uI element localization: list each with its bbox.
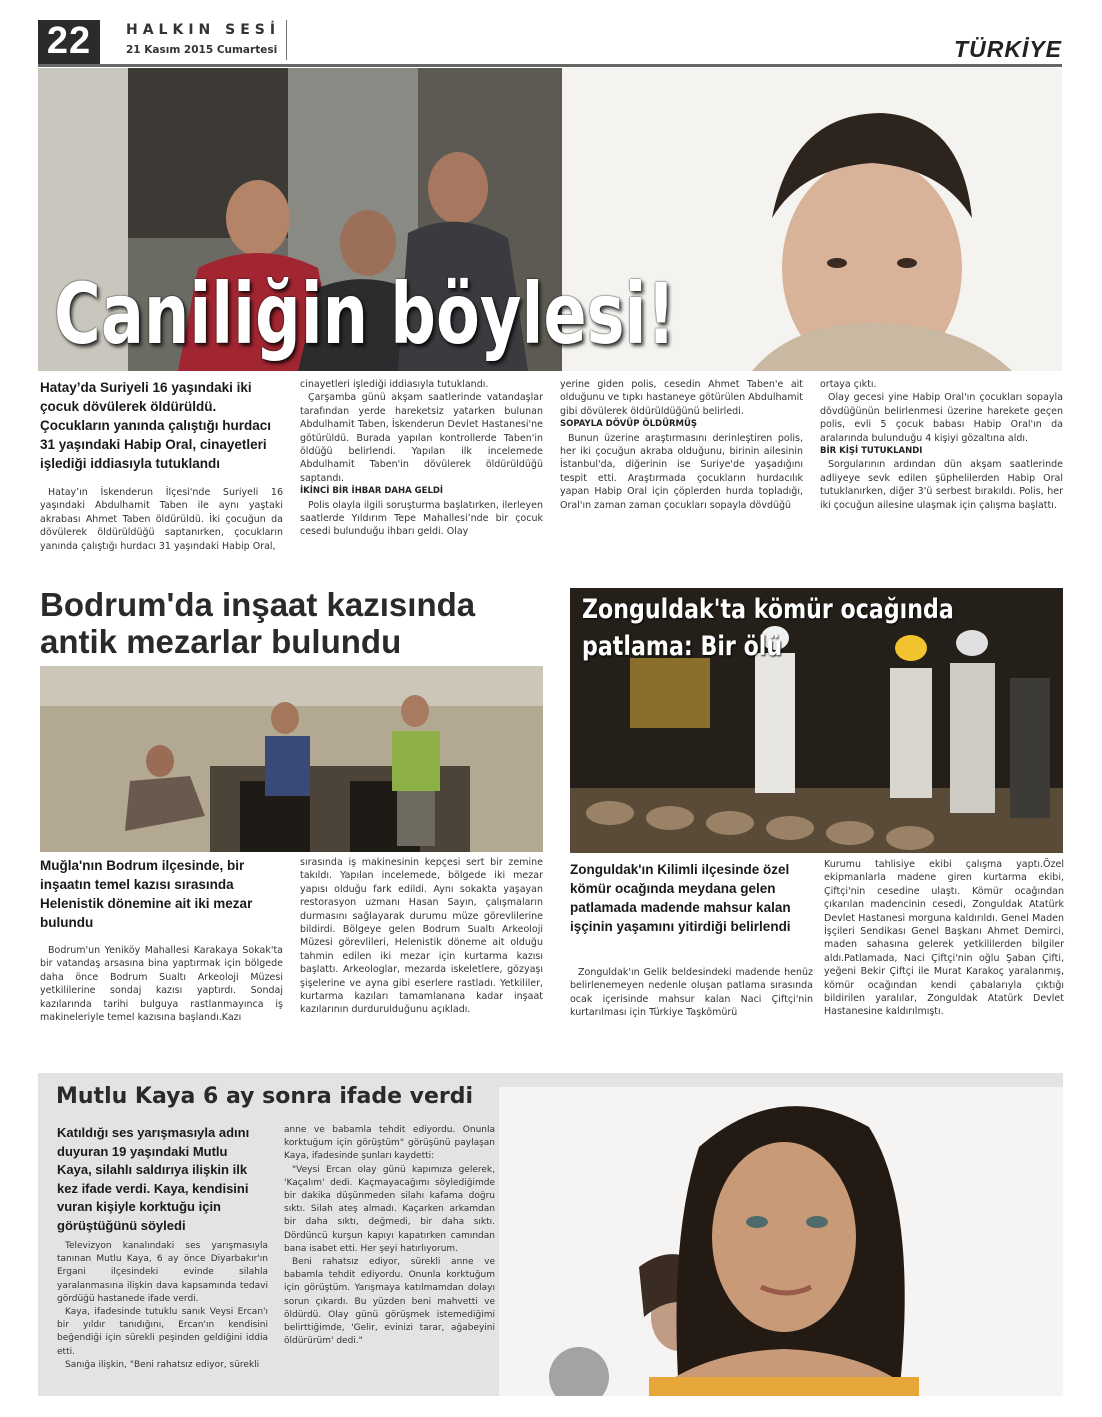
story1-headline: Caniliğin böylesi!	[54, 265, 676, 363]
paper-name: HALKIN SESİ	[126, 22, 281, 38]
header-rule	[38, 64, 1062, 67]
story3-col1: Zonguldak'ın Gelik beldesindeki madende henüz belirlenemeyen nedenle oluşan patlama sırasında ocak içerisinde mahsur kalan Naci Çiftçi'nin kurtarılması için Türkiye Taşkömürü	[570, 967, 813, 1019]
header-divider	[286, 20, 287, 60]
story3-col2: Kurumu tahlisiye ekibi çalışma yaptı.Özel ekipmanlarla madene giren kurtarma ekibi, Çiftçi'nin cesedine ulaştı. Kömür ocağından çıkarılan madencinin cesedi, Zonguldak Atatürk Devlet Hastanesi morguna kaldırıldı. Genel Maden İşçileri Sendikası Genel Başkanı Ahmet Demirci, maden sahasına gelerek yetkililerden bilgiler aldı.Patlamada, Naci Çiftçi'nin oğlu Şaban Çifti, yeğeni Bekir Çiftçi ile Murat Karakoç yaralanmış, kömür ocağından kendi çabalarıyla çıktığı bildirilen yaralılar, Zonguldak Atatürk Devlet Hastanesine kaldırılmıştı.	[824, 859, 1064, 1018]
story3-headline: Zonguldak'ta kömür ocağında patlama: Bir ölü	[582, 594, 954, 662]
story1-col3: yerine giden polis, cesedin Ahmet Taben'e ait olduğunu ve tıpkı hastaneye götürülen Abdulhamit gibi dövülerek öldürüldüğünü belirledi. SOPAYLA DÖVÜP ÖLDÜRMÜŞ Bunun üzerine araştırmasını derinleştiren polis, her iki çocuğun akraba olduğunu, birinin ailesinin İstanbul'da, diğerinin ise Suriye'de yaşadığını tespit etti. Araştırmada çocukların hurdacılık yapan Habip Oral için çöplerden hurda topladığı, Oral'ın zaman zaman çocukları sopayla dövdüğü	[560, 379, 803, 511]
story2-col1: Bodrum'un Yeniköy Mahallesi Karakaya Sokak'ta bir vatandaş arsasına bina yaptırmak için bölgede daha önce Bodrum Sualtı Arkeoloji Müzesi yetkililerine sondaj kazısı yaptırdı. Sondaj kazılarında tarihi bulguya rastlanmayınca iş makineleriyle temel kazısına başlandı.Kazı	[40, 945, 283, 1024]
page-number-text: 22	[46, 20, 92, 62]
story1-col2: cinayetleri işlediği iddiasıyla tutuklandı. Çarşamba günü akşam saatlerinde vatandaşlar tarafından yerde hareketsiz yatarken bulunan Abdulhamit Taben, İskenderun Devlet Hastanesi'ne götürüldü. Burada yapılan kontrollerde Taben'in öldüğü belirlendi. Yapılan ilk incelemede Abdulhamit Taben'in dövülerek öldürüldüğü saptandı. İKİNCİ BİR İHBAR DAHA GELDİ Polis olayla ilgili soruşturma başlatırken, ilerleyen saatlerde Yıldırım Tepe Mahallesi’nde bir çocuk cesedi bulunduğu ihbarı geldi. Olay	[300, 379, 543, 538]
section-title: TÜRKİYE	[954, 36, 1062, 62]
story2-headline: Bodrum'da inşaat kazısında antik mezarlar bulundu	[40, 586, 476, 660]
singer-photo	[499, 1087, 1063, 1396]
story2-col2: sırasında iş makinesinin kepçesi sert bir zemine takıldı. Yapılan incelemede, bölgede iki mezar yapısı olduğu fark edildi. Aynı sokakta yaşayan restorasyon uzmanı Hasan Sayın, çalışmaların durmasını sağlayarak durumu müze görevlilerine bildirdi. Bölgeye gelen Bodrum Sualtı Arkeoloji Müzesi görevlileri, Helenistik döneme ait olduğu tahmin edilen iki mezar için kurtarma kazısı başlattı. Arkeologlar, mezarda iskeletlere, gözyaşı şişelerine ve ayna gibi eserlere rastladı. Yetkililer, kurtarma kazıları tamamlanana kadar inşaat kazılarının durdurulduğunu açıkladı.	[300, 857, 543, 1016]
story1-lead: Hatay’da Suriyeli 16 yaşındaki iki çocuk dövülerek öldürüldü. Çocukların yanında çalıştığı hurdacı 31 yaşındaki Habip Oral, cinayetleri işlediği iddiasıyla tutuklandı	[40, 380, 272, 471]
story4-col1: Televizyon kanalındaki ses yarışmasıyla tanınan Mutlu Kaya, 6 ay önce Diyarbakır'ın Ergani ilçesindeki evinde silahla yaralanmasına ilişkin dava kapsamında tedavi gördüğü hastanede ifade verdi. Kaya, ifadesinde tutuklu sanık Veysi Ercan'ı bir yıldır tanıdığını, Ercan'ın kendisini beğendiği için sürekli peşinden geldiğini iddia etti. Sanığa ilişkin, "Beni rahatsız ediyor, sürekli	[57, 1241, 268, 1370]
story4-headline: Mutlu Kaya 6 ay sonra ifade verdi	[56, 1084, 474, 1109]
story1-col1: Hatay’ın İskenderun İlçesi'nde Suriyeli 16 yaşındaki Abdulhamit Taben ile aynı yaştaki akrabası Ahmet Taben öldürüldü. İki çocuğun da dövülerek öldürüldüğü saptanırken, çocukların yanında çalıştığı hurdacı 31 yaşındaki Habip Oral,	[40, 487, 283, 552]
story2-lead: Muğla'nın Bodrum ilçesinde, bir inşaatın temel kazısı sırasında Helenistik dönemine ait iki mezar bulundu	[40, 858, 253, 930]
issue-date: 21 Kasım 2015 Cumartesi	[126, 44, 278, 56]
excavation-photo	[40, 666, 543, 852]
story3-lead: Zonguldak'ın Kilimli ilçesinde özel kömür ocağında meydana gelen patlamada madende mahsur kalan işçinin yaşamını yitirdiği belirlendi	[570, 862, 791, 934]
story4-col2: anne ve babamla tehdit ediyordu. Onunla korktuğum için görüştüm" görüşünü paylaşan Kaya, ifadesinde şunları kaydetti: "Veysi Ercan olay günü kapımıza gelerek, 'Kaçalım' dedi. Kaçmayacağımı söylediğimde bir dakika düşünmeden silahı kafama doğru sıktı. Silah ateş almadı. Kaçarken arkamdan bir daha sıktı, değmedi, bir daha sıktı. Dördüncü kurşun kapıyı kapatırken camından bana isabet etti. Her şeyi hatırlıyorum. Beni rahatsız ediyor, sürekli anne ve babamla tehdit ediyordu. Onunla korktuğum için görüştüm. Yarışmaya katılmamdan dolayı sorun çıkardı. Bu yüzden beni mahvetti ve öldürdü. Olay günü görüşmek istemediğimi belirttiğimde, 'Gelir, evinizi tarar, ağabeyini öldürürüm' dedi."	[284, 1125, 495, 1347]
story4-lead: Katıldığı ses yarışmasıyla adını duyuran 19 yaşındaki Mutlu Kaya, silahlı saldırıya ilişkin ilk kez ifade verdi. Kaya, kendisini vuran kişiyle korktuğu için görüştüğünü söyledi	[57, 1125, 250, 1233]
story1-col4: ortaya çıktı. Olay gecesi yine Habip Oral'ın çocukları sopayla dövdüğünün belirlenmesi üzerine harekete geçen polis, evli 5 çocuk babası Habip Oral'ın da aralarında bulunduğu 4 kişiyi gözaltına aldı. BİR KİŞİ TUTUKLANDI Sorgularının ardından dün akşam saatlerinde adliyeye sevk edilen şüphelilerden Habip Oral tutuklanırken, diğer 3'ü serbest bırakıldı. Polis, her iki çocuğun ailesine ulaşmak için çalışma başlattı.	[820, 379, 1063, 511]
